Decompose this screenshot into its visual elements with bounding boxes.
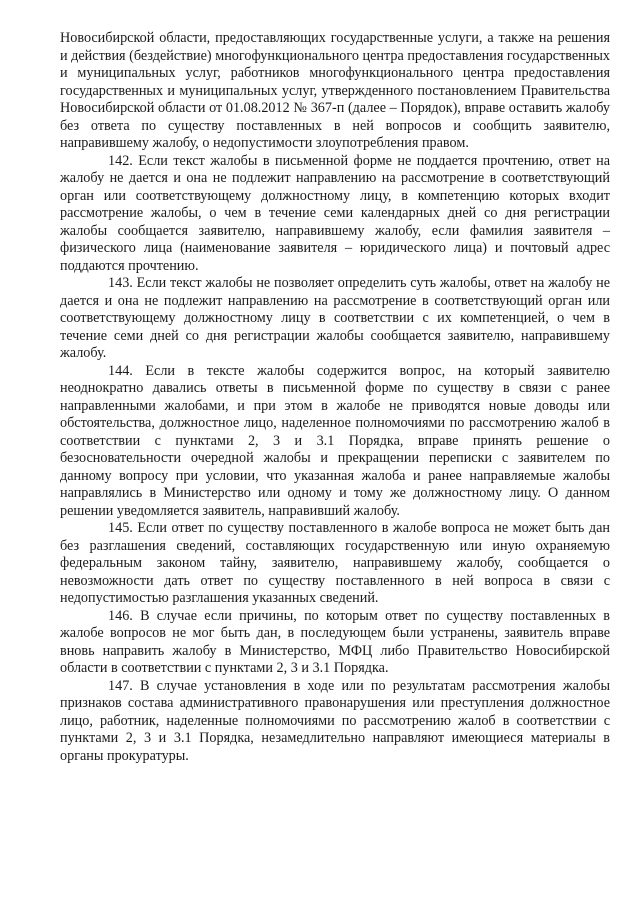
paragraph-146: 146. В случае если причины, по которым ответ по существу поставленных в жалобе вопросов не мог быть дан, в последующем были устранены, заявитель вправе вновь направить жалобу в Министерство, МФЦ либо Правительство Новосибирской области в соответствии с пунктами 2, 3 и 3.1 Порядка.: [60, 607, 610, 676]
document-page: [60, 30, 610, 765]
paragraph-142: 142. Если текст жалобы в письменной форме не поддается прочтению, ответ на жалобу не дается и она не подлежит направлению на рассмотрение в соответствующий орган или соответствующему должностному лицу, в компетенцию которых входит рассмотрение жалобы, о чем в течение семи календарных дней со дня регистрации жалобы сообщается заявителю, направившему жалобу, если фамилия заявителя – физического лица (наименование заявителя – юридического лица) и почтовый адрес поддаются прочтению.: [60, 152, 610, 274]
paragraph-143: 143. Если текст жалобы не позволяет определить суть жалобы, ответ на жалобу не дается и она не подлежит направлению на рассмотрение в соответствующий орган или соответствующему должностному лицу в соответствии с их компетенцией, о чем в течение семи дней со дня регистрации жалобы сообщается заявителю, направившему жалобу.: [60, 275, 610, 361]
paragraph-147: 147. В случае установления в ходе или по результатам рассмотрения жалобы признаков состава административного правонарушения или преступления должностное лицо, работник, наделенные полномочиями по рассмотрению жалоб в соответствии с пунктами 2, 3 и 3.1 Порядка, незамедлительно направляют имеющиеся материалы в органы прокуратуры.: [60, 677, 610, 764]
paragraph-continuation: Новосибирской области, предоставляющих государственные услуги, а также на решения и действия (бездействие) многофункционального центра предоставления государственных и муниципальных услуг, работников многофункционального центра предоставления государственных и муниципальных услуг, утвержденного постановлением Правительства Новосибирской области от 01.08.2012 № 367-п (далее – Порядок), вправе оставить жалобу без ответа по существу поставленных в ней вопросов и сообщить заявителю, направившему жалобу, о недопустимости злоупотребления правом.: [60, 30, 610, 151]
paragraph-144: 144. Если в тексте жалобы содержится вопрос, на который заявителю неоднократно давались ответы в письменной форме по существу в связи с ранее направленными жалобами, и при этом в жалобе не приводятся новые доводы или обстоятельства, должностное лицо, наделенное полномочиями по рассмотрению жалоб в соответствии с пунктами 2, 3 и 3.1 Порядка, вправе принять решение о безосновательности очередной жалобы и прекращении переписки с заявителем по данному вопросу при условии, что указанная жалоба и ранее направляемые жалобы направлялись в Министерство или одному и тому же должностному лицу. О данном решении уведомляется заявитель, направивший жалобу.: [60, 362, 610, 519]
paragraph-145: 145. Если ответ по существу поставленного в жалобе вопроса не может быть дан без разглашения сведений, составляющих государственную или иную охраняемую федеральным законом тайну, заявителю, направившему жалобу, сообщается о невозможности дать ответ по существу поставленного в ней вопроса в связи с недопустимостью разглашения указанных сведений.: [60, 520, 610, 606]
